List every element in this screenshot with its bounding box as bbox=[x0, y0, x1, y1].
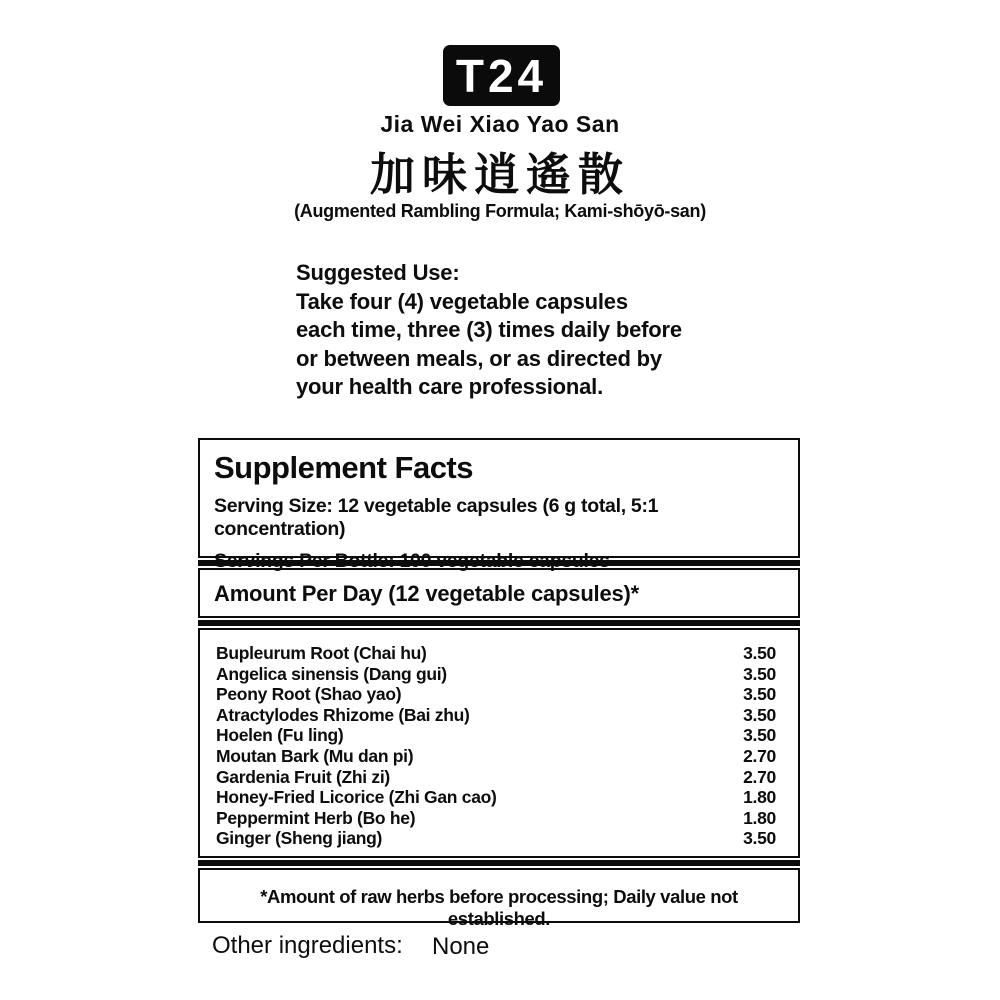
pinyin-name: Jia Wei Xiao Yao San bbox=[380, 111, 620, 137]
amount-per-day-header: Amount Per Day (12 vegetable capsules)* bbox=[214, 581, 640, 606]
ingredient-row bbox=[216, 746, 776, 767]
ingredient-row bbox=[216, 705, 776, 726]
servings-per-bottle: Servings Per Bottle: 100 vegetable capsules bbox=[214, 550, 610, 572]
ingredient-amount: 2.70 bbox=[743, 766, 776, 787]
ingredient-amount: 3.50 bbox=[743, 725, 776, 746]
ingredient-row bbox=[216, 643, 776, 664]
suggested-use-line: each time, three (3) times daily before bbox=[296, 317, 682, 342]
ingredient-amount: 3.50 bbox=[743, 828, 776, 849]
ingredient-name: Peony Root (Shao yao) bbox=[216, 684, 402, 705]
product-code-badge bbox=[443, 45, 560, 106]
amount-per-day-box bbox=[198, 568, 800, 618]
ingredient-name: Gardenia Fruit (Zhi zi) bbox=[216, 766, 390, 787]
other-ingredients-label: Other ingredients: bbox=[212, 932, 403, 959]
ingredient-amount: 1.80 bbox=[743, 787, 776, 808]
ingredient-row bbox=[216, 808, 776, 829]
ingredient-name: Atractylodes Rhizome (Bai zhu) bbox=[216, 704, 470, 725]
ingredient-name: Ginger (Sheng jiang) bbox=[216, 828, 383, 849]
ingredient-amount: 3.50 bbox=[743, 704, 776, 725]
suggested-use-line: Take four (4) vegetable capsules bbox=[296, 288, 628, 314]
suggested-use-line: your health care professional. bbox=[296, 374, 603, 399]
product-code: T24 bbox=[455, 49, 548, 102]
ingredient-amount: 2.70 bbox=[743, 745, 776, 766]
ingredient-row bbox=[216, 828, 776, 849]
ingredient-amount: 3.50 bbox=[743, 643, 776, 663]
suggested-use-line: or between meals, or as directed by bbox=[296, 345, 662, 371]
ingredient-amount: 3.50 bbox=[743, 684, 776, 705]
ingredient-amount: 3.50 bbox=[743, 663, 776, 684]
ingredient-name: Bupleurum Root (Chai hu) bbox=[216, 643, 427, 663]
suggested-use-section bbox=[296, 259, 682, 402]
footnote-box bbox=[198, 868, 800, 929]
ingredient-name: Hoelen (Fu ling) bbox=[216, 725, 344, 746]
ingredient-row bbox=[216, 787, 776, 808]
section-divider bbox=[198, 620, 800, 626]
footnote-text: *Amount of raw herbs before processing; Daily value not established. bbox=[260, 886, 738, 929]
ingredients-box bbox=[198, 628, 800, 858]
facts-title: Supplement Facts bbox=[214, 450, 473, 485]
facts-header-box bbox=[198, 438, 800, 572]
chinese-name: 加味逍遙散 bbox=[369, 148, 630, 201]
ingredient-name: Peppermint Herb (Bo he) bbox=[216, 807, 416, 828]
ingredient-name: Honey-Fried Licorice (Zhi Gan cao) bbox=[216, 787, 497, 808]
ingredient-row bbox=[216, 664, 776, 685]
formula-subtitle: (Augmented Rambling Formula; Kami-shōyō-san) bbox=[294, 201, 706, 221]
ingredient-name: Moutan Bark (Mu dan pi) bbox=[216, 745, 414, 766]
ingredient-name: Angelica sinensis (Dang gui) bbox=[216, 663, 447, 684]
supplement-facts-panel bbox=[198, 438, 800, 929]
section-divider bbox=[198, 860, 800, 866]
ingredient-amount: 1.80 bbox=[743, 807, 776, 828]
ingredient-row bbox=[216, 767, 776, 788]
ingredient-row bbox=[216, 684, 776, 705]
ingredient-list bbox=[216, 643, 776, 849]
suggested-use-heading: Suggested Use: bbox=[296, 260, 460, 285]
ingredient-row bbox=[216, 725, 776, 746]
serving-size: Serving Size: 12 vegetable capsules (6 g total, 5:1 concentration) bbox=[214, 495, 659, 540]
other-ingredients-value: None bbox=[432, 933, 490, 960]
